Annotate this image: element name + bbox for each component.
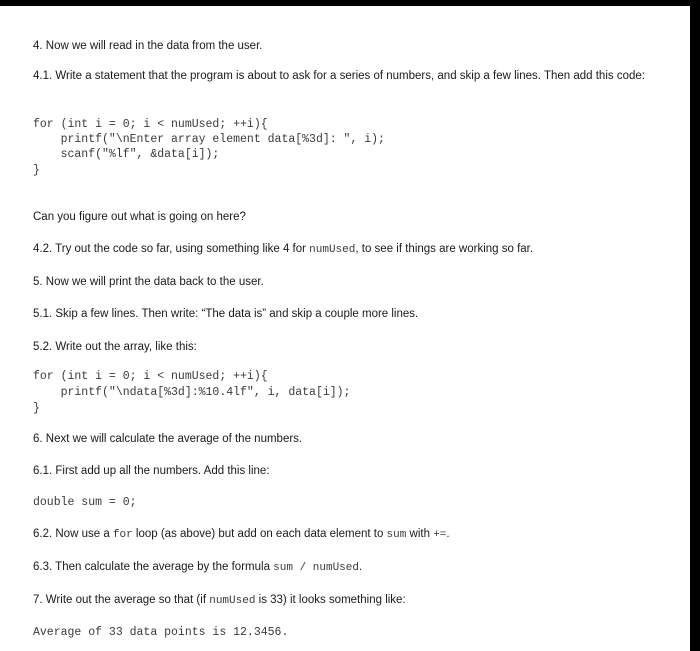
- step-5-2-text: 5.2. Write out the array, like this:: [33, 341, 197, 353]
- step-6-2-part: 6.2. Now use a: [33, 528, 113, 540]
- question-text: Can you figure out what is going on here?: [33, 211, 246, 223]
- step-4-2-text: [33, 242, 533, 258]
- inline-code: sum / numUsed: [273, 562, 359, 574]
- step-6-2-part: with: [406, 528, 434, 540]
- code-line-sum-declaration: double sum = 0;: [33, 496, 137, 509]
- inline-code: sum: [386, 529, 407, 541]
- step-7-text: [33, 593, 406, 609]
- step-5-1-text: 5.1. Skip a few lines. Then write: “The data is” and skip a couple more lines.: [33, 308, 419, 320]
- step-4-2-part: , to see if things are working so far.: [355, 243, 534, 255]
- code-line: for (int i = 0; i < numUsed; ++i){: [33, 118, 268, 131]
- step-6-text: 6. Next we will calculate the average of the numbers.: [33, 433, 303, 445]
- inline-code: numUsed: [309, 244, 356, 256]
- step-6-3-part: .: [359, 561, 363, 573]
- step-6-3-part: 6.3. Then calculate the average by the formula: [33, 561, 274, 573]
- inline-code: for: [112, 529, 133, 541]
- code-line: printf("\nEnter array element data[%3d]: ", i);: [33, 133, 385, 146]
- code-line: printf("\ndata[%3d]:%10.4lf", i, data[i]);: [33, 386, 351, 399]
- step-4-text: 4. Now we will read in the data from the user.: [33, 40, 263, 52]
- step-6-1-text: 6.1. First add up all the numbers. Add this line:: [33, 465, 270, 477]
- code-line: }: [33, 402, 40, 415]
- example-output-line: Average of 33 data points is 12.3456.: [33, 626, 289, 639]
- step-6-2-part: loop (as above) but add on each data element to: [132, 528, 387, 540]
- code-line: }: [33, 164, 40, 177]
- inline-code: numUsed: [209, 595, 256, 607]
- step-5-text: 5. Now we will print the data back to the user.: [33, 276, 264, 288]
- step-4-1-text: 4.1. Write a statement that the program is about to ask for a series of numbers, and skip a few lines. Then add this code:: [33, 70, 645, 82]
- inline-code: +=: [433, 529, 447, 541]
- step-6-3-text: [33, 560, 362, 576]
- step-6-2-text: [33, 527, 450, 543]
- code-line: scanf("%lf", &data[i]);: [33, 148, 220, 161]
- document-page: [0, 6, 690, 651]
- code-line: for (int i = 0; i < numUsed; ++i){: [33, 370, 268, 383]
- step-6-2-part: .: [446, 528, 450, 540]
- step-7-part: 7. Write out the average so that (if: [33, 594, 210, 606]
- step-4-2-part: 4.2. Try out the code so far, using something like 4 for: [33, 243, 310, 255]
- step-7-part: is 33) it looks something like:: [255, 594, 406, 606]
